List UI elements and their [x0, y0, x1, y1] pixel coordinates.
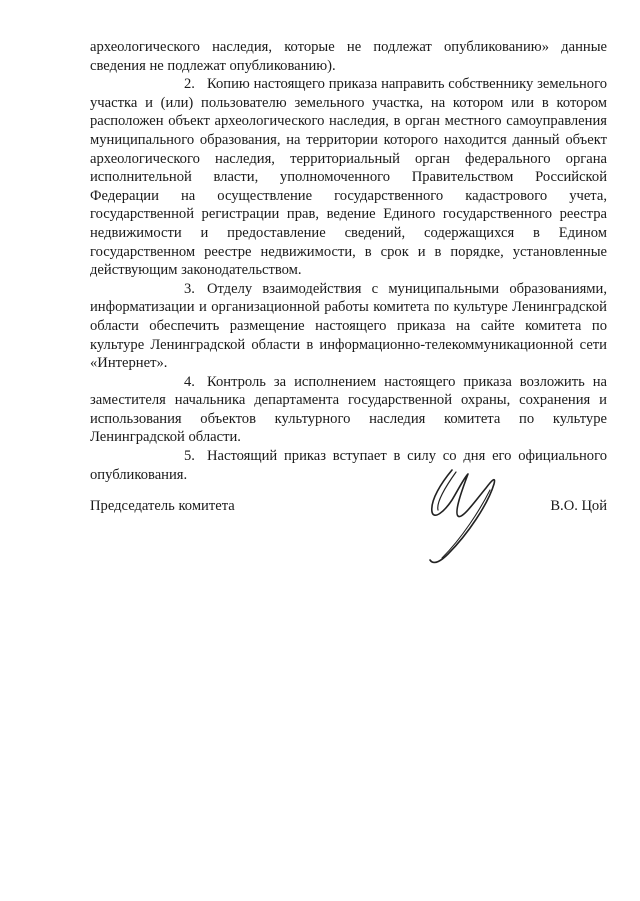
item-2-text: Копию настоящего приказа направить собственнику земельного участка и (или) пользователю земельного участка, на котором или в котором расположен объект археологического наследия, в орган местного самоуправления муниципального образования, на территории которого находится данный объект археологического наследия, территориальный орган федерального органа исполнительной власти, уполномоченного Правительством Российской Федерации на осуществление государственного кадастрового учета, государственной регистрации прав, ведение Единого государственного реестра недвижимости и предоставление сведений, содержащихся в Едином государственном реестре недвижимости, в срок и в порядке, установленные действующим законодательством. — [90, 76, 607, 279]
document-body — [90, 38, 607, 484]
item-5-paragraph — [90, 447, 607, 484]
item-4-text: Контроль за исполнением настоящего приказа возложить на заместителя начальника департамента государственной охраны, сохранения и использования объектов культурного наследия комитета по культуре Ленинградской области. — [90, 373, 607, 446]
item-2-paragraph — [90, 75, 607, 280]
item-4-paragraph — [90, 373, 607, 447]
handwritten-signature — [412, 460, 504, 568]
signature-block — [90, 498, 607, 522]
item-5-number: 5. — [184, 448, 195, 465]
item-5-text: Настоящий приказ вступает в силу со дня его официального опубликования. — [90, 448, 607, 483]
signer-title: Председатель комитета — [90, 498, 235, 514]
item-3-text: Отделу взаимодействия с муниципальными образованиями, информатизации и организационной работы комитета по культуре Ленинградской области обеспечить размещение настоящего приказа на сайте комитета по культуре Ленинградской области в информационно-телекоммуникационной сети «Интернет». — [90, 280, 607, 372]
item-3-paragraph — [90, 280, 607, 373]
item-2-number: 2. — [184, 76, 195, 93]
signer-name: В.О. Цой — [550, 498, 607, 514]
item-4-number: 4. — [184, 373, 195, 390]
item-3-number: 3. — [184, 280, 195, 297]
continuation-paragraph: археологического наследия, которые не подлежат опубликованию» данные сведения не подлежат опубликованию). — [90, 39, 607, 74]
